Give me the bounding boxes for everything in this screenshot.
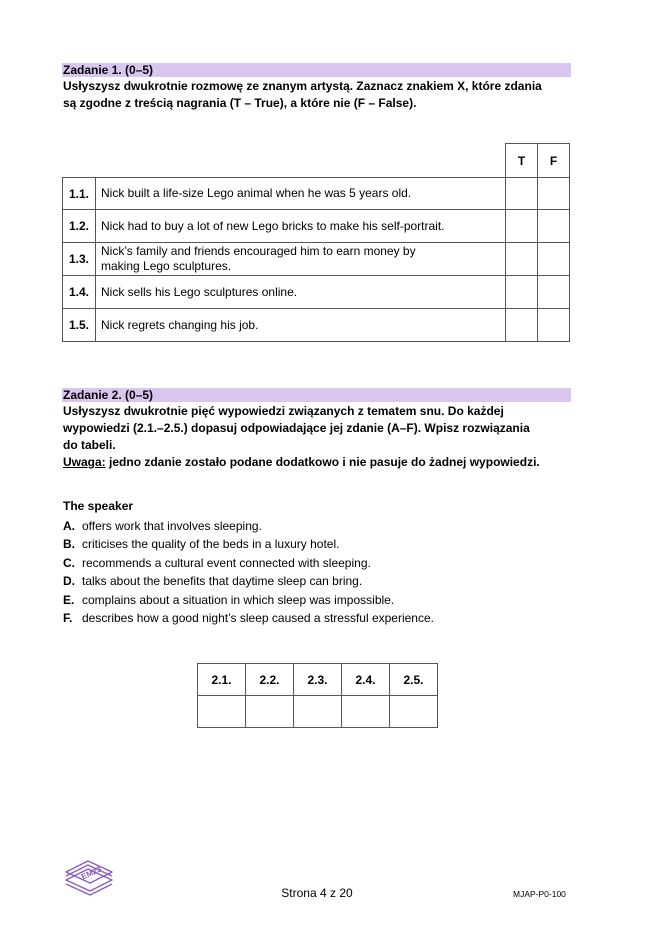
list-item [63,591,434,609]
option-text: talks about the benefits that daytime sleep can bring. [82,574,363,589]
row-number: 1.1. [63,178,96,210]
task2-instruction-line1: Usłyszysz dwukrotnie pięć wypowiedzi związanych z tematem snu. Do każdej [63,404,504,418]
option-letter: A. [63,519,75,533]
task2-header: Zadanie 2. (0–5) [62,388,571,402]
answer-false-cell[interactable] [538,178,570,210]
table-row [63,210,570,243]
answer-true-cell[interactable] [506,309,538,342]
option-text: criticises the quality of the beds in a luxury hotel. [82,537,340,552]
task1-instruction-line1: Usłyszysz dwukrotnie rozmowę ze znanym artystą. Zaznacz znakiem X, które zdania [63,79,542,93]
answer-table [197,663,438,728]
task2-note [63,454,568,471]
option-letter: D. [63,574,75,589]
option-text: describes how a good night’s sleep caused a stressful experience. [82,610,434,625]
list-item [63,572,434,590]
answer-header-2-2: 2.2. [246,664,294,696]
answer-cell-2-5[interactable] [390,696,438,728]
task2-instruction [63,403,568,471]
answer-true-cell[interactable] [506,243,538,276]
exam-code: MJAP-P0-100 [513,889,566,899]
table-corner [63,144,506,178]
answer-cell-2-2[interactable] [246,696,294,728]
page-number: Strona 4 z 20 [281,886,353,900]
answer-false-cell[interactable] [538,243,570,276]
option-letter: F. [63,610,73,625]
task2-instruction-line2: wypowiedzi (2.1.–2.5.) dopasuj odpowiadające jej zdanie (A–F). Wpisz rozwiązania [63,421,530,435]
answer-cell-2-4[interactable] [342,696,390,728]
answer-true-cell[interactable] [506,276,538,309]
answer-false-cell[interactable] [538,276,570,309]
answer-true-cell[interactable] [506,210,538,243]
speaker-title: The speaker [63,499,134,513]
row-statement: Nick had to buy a lot of new Lego bricks to make his self-portrait. [96,210,506,243]
answer-true-cell[interactable] [506,178,538,210]
row-statement: Nick built a life-size Lego animal when he was 5 years old. [96,178,506,210]
task2-instruction-line3: do tabeli. [63,438,116,452]
answer-cell-2-3[interactable] [294,696,342,728]
answer-cell-2-1[interactable] [198,696,246,728]
logo-text: EM23 [79,864,103,882]
option-letter: B. [63,537,75,552]
table-row [63,178,570,210]
note-text: jedno zdanie zostało podane dodatkowo i nie pasuje do żadnej wypowiedzi. [105,455,540,469]
row-number: 1.4. [63,276,96,309]
options-list [63,517,434,627]
option-text: offers work that involves sleeping. [82,519,262,533]
table-row [63,276,570,309]
row-number: 1.3. [63,243,96,276]
answer-false-cell[interactable] [538,210,570,243]
list-item [63,535,434,553]
task1-header: Zadanie 1. (0–5) [62,63,571,77]
true-false-table [62,143,570,342]
table-row [63,309,570,342]
column-false-header: F [538,144,570,178]
answer-header-2-4: 2.4. [342,664,390,696]
row-statement: Nick sells his Lego sculptures online. [96,276,506,309]
note-label: Uwaga: [63,455,106,469]
table-row [63,243,570,276]
option-text: recommends a cultural event connected with sleeping. [82,555,371,570]
row-number: 1.2. [63,210,96,243]
option-letter: E. [63,592,75,607]
answer-header-2-3: 2.3. [294,664,342,696]
task1-instruction [63,78,568,112]
answer-header-2-5: 2.5. [390,664,438,696]
option-text: complains about a situation in which sleep was impossible. [82,592,395,607]
row-statement: Nick regrets changing his job. [96,309,506,342]
option-letter: C. [63,555,75,570]
list-item [63,609,434,627]
task1-instruction-line2: są zgodne z treścią nagrania (T – True), a które nie (F – False). [63,96,417,110]
list-item [63,554,434,572]
row-statement: Nick’s family and friends encouraged him to earn money by making Lego sculptures. [96,243,506,276]
answer-header-2-1: 2.1. [198,664,246,696]
row-number: 1.5. [63,309,96,342]
list-item [63,517,434,535]
answer-false-cell[interactable] [538,309,570,342]
column-true-header: T [506,144,538,178]
